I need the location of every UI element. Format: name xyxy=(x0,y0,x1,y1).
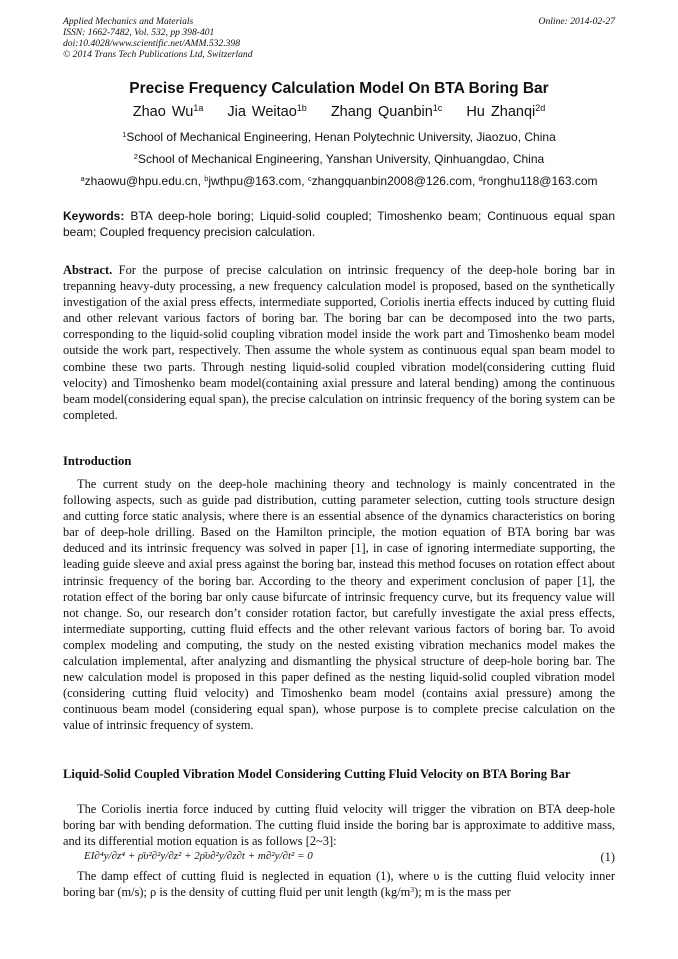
keywords-label: Keywords: xyxy=(63,209,125,223)
email-link[interactable]: ronghu118@163.com xyxy=(482,174,598,188)
author: Zhang Quanbin$^{1c}$ xyxy=(330,103,443,120)
issn-line: ISSN: 1662-7482, Vol. 532, pp 398-401 xyxy=(63,27,215,38)
equation-number: (1) xyxy=(600,850,615,864)
abstract xyxy=(63,262,615,423)
paper-title: Precise Frequency Calculation Model On BTA Boring Bar xyxy=(129,80,549,97)
affiliation: $^1$School of Mechanical Engineering, Henan Polytechnic University, Jiaozuo, China xyxy=(122,129,556,144)
abstract-label: Abstract. xyxy=(63,263,113,277)
section-heading-liquid-solid: Liquid-Solid Coupled Vibration Model Considering Cutting Fluid Velocity on BTA Boring Bar xyxy=(63,767,571,781)
affiliation: $^2$School of Mechanical Engineering, Yanshan University, Qinhuangdao, China xyxy=(133,151,545,166)
email-link[interactable]: zhaowu@hpu.edu.cn, xyxy=(84,174,205,188)
author: Hu Zhanqi$^{2d}$ xyxy=(466,103,546,120)
doi-line: doi:10.4028/www.scientific.net/AMM.532.398 xyxy=(63,38,241,49)
equation-1 xyxy=(84,850,615,862)
abstract-text: For the purpose of precise calculation on intrinsic frequency of the deep-hole boring bar in trepanning heavy-duty processing, a new frequency calculation model is proposed, based on the synthetically investigation of the axial press effects, intermediate supported, Coriolis inertia effects induced by cutting fluid and other relevant various factors of boring bar. The boring bar can be decomposed into the two parts, corresponding to the liquid-solid coupling vibration model inside the work part and Timoshenko beam model outside the work part, respectively. Then assume the whole system as continuous equal span beam model to combine these two parts. Through nesting liquid-solid coupled vibration model(considering cutting fluid velocity) and Timoshenko beam model(containing axial pressure and lateral bending) among the continuous beam model(considering equal span), the precise calculation on intrinsic frequency of the boring system can be completed. xyxy=(63,263,615,422)
email-list: $^a$zhaowu@hpu.edu.cn, $^b$jwthpu@163.com, $^c$zhangquanbin2008@126.com, $^d$ronghu118@163.com xyxy=(80,173,598,188)
introduction-paragraph: The current study on the deep-hole machining theory and technology is mainly concentrated in the following aspects, such as guide pad distribution, cutting parameter selection, cutting tools structure design and cutting force static analysis, where there is an essential absence of the dynamics characteristics on boring bar of deep-hole drilling. Based on the Hamilton principle, the motion equation of BTA boring bar was deduced and its intrinsic frequency was solved in paper [1], in case of ignoring intermediate supporting, the leading guide sleeve and axial press against the boring bar, instead this method focuses on rotation effect about intrinsic frequency of the boring bar. According to the theory and experiment conclusion of paper [1], the rotation effect of the boring bar only cause bifurcate of intrinsic frequency curve, but its frequency value will not change. So, our research don’t consider rotation factor, but carefully investigate the axial press effects, intermediate supporting, cutting fluid effects and the other relevant various factors of boring bar. To avoid complex modeling and computing, the study on the nested existing vibration mechanics model makes the calculation implemental, after analyzing and dismantling the physical structure of deep-hole boring bar. The new calculation model is proposed in this paper defined as the nesting liquid-solid coupled vibration model (considering cutting fluid velocity) and Timoshenko beam model (contains axial pressure) among the continuous beam model (considering equal span), whose purpose is to complete precise calculation on the value of intrinsic frequency of system. xyxy=(63,477,615,733)
journal-name: Applied Mechanics and Materials xyxy=(63,16,194,27)
journal-header xyxy=(63,16,615,60)
online-date: Online: 2014-02-27 xyxy=(538,16,615,27)
keywords-text: BTA deep-hole boring; Liquid-solid coupled; Timoshenko beam; Continuous equal span beam; Coupled frequency precision calculation. xyxy=(63,209,615,239)
email-link[interactable]: zhangquanbin2008@126.com, xyxy=(311,174,479,188)
email-link[interactable]: jwthpu@163.com, xyxy=(208,174,308,188)
author: Zhao $Wu^{1a}$ xyxy=(132,103,204,120)
equation-body: EI∂⁴y/∂z⁴ + ρ̄υ²∂²y/∂z² + 2ρ̄υ∂²y/∂z∂t + m∂²y/∂t² = 0 xyxy=(84,850,313,862)
section-heading-introduction: Introduction xyxy=(63,454,132,468)
section2-paragraph: The Coriolis inertia force induced by cutting fluid velocity will trigger the vibration on BTA deep-hole boring bar with bending deformation. The cutting fluid inside the boring bar is approximate to additive mass, and its differential motion equation is as follows [2~3]: xyxy=(63,802,615,849)
author: Jia Weitao$^{1b}$ xyxy=(227,103,307,120)
author-list xyxy=(0,104,678,120)
copyright-line: © 2014 Trans Tech Publications Ltd, Switzerland xyxy=(63,49,253,60)
section2-paragraph-2: The damp effect of cutting fluid is neglected in equation (1), where υ is the cutting fluid velocity inner boring bar (m/s); ρ is the density of cutting fluid per unit length $(kg/m^3)$; m is the mass per xyxy=(63,869,615,900)
keywords xyxy=(63,208,615,240)
